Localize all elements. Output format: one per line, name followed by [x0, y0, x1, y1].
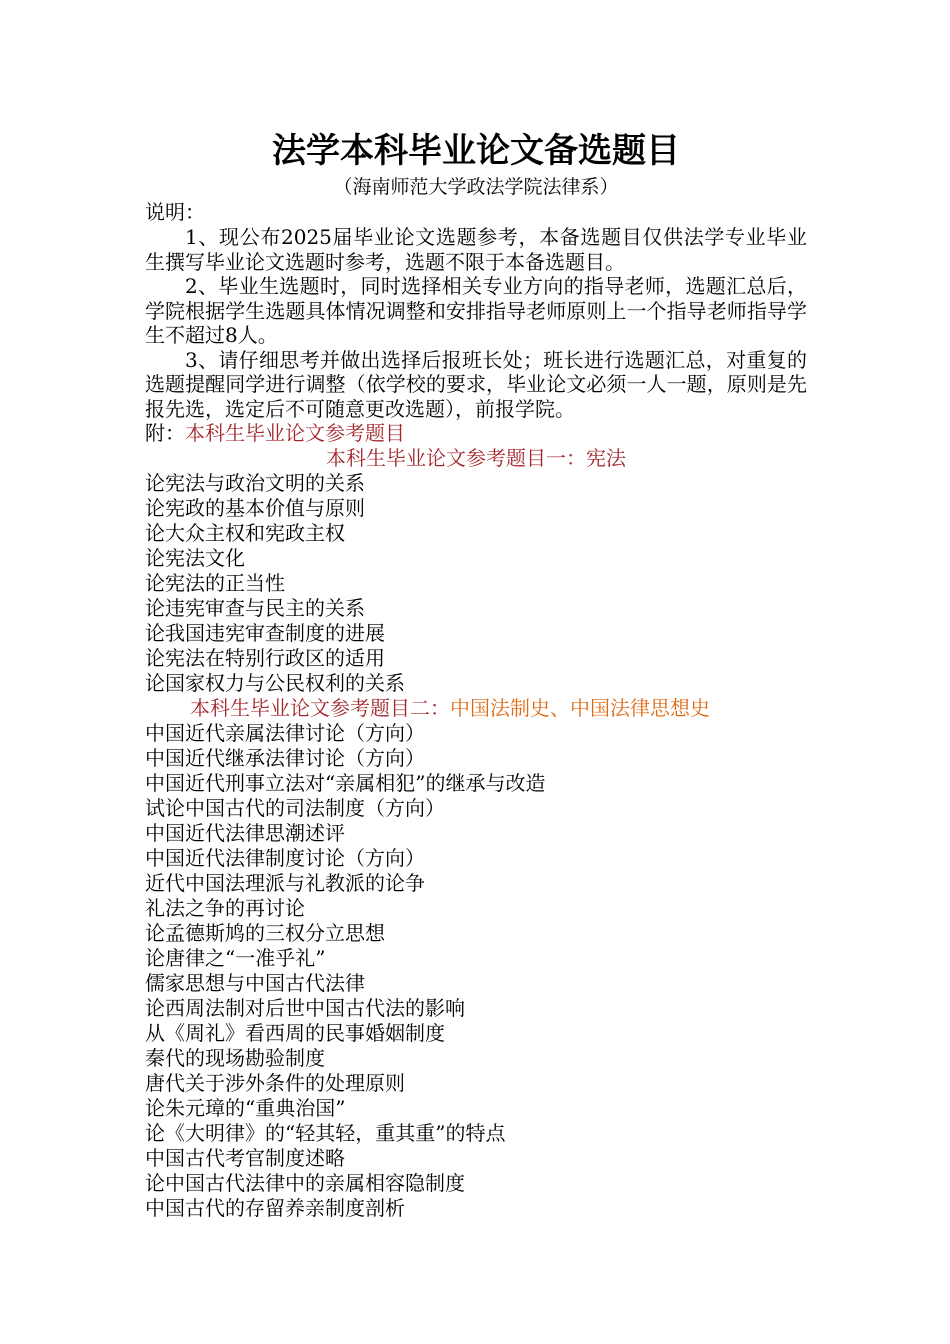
- list-item: 中国近代刑事立法对“亲属相犯”的继承与改造: [145, 771, 546, 795]
- section-2-heading: [145, 696, 807, 721]
- list-item: 礼法之争的再讨论: [145, 896, 305, 920]
- note-paragraph-2: 2、毕业生选题时，同时选择相关专业方向的指导老师，选题汇总后，学院根据学生选题具体情况调整和安排指导老师原则上一个指导老师指导学生不超过8人。: [145, 274, 807, 347]
- list-item: 唐代关于涉外条件的处理原则: [145, 1071, 405, 1095]
- list-item: 中国古代考官制度述略: [145, 1146, 345, 1170]
- section-2-subject: 中国法制史、中国法律思想史: [450, 696, 710, 720]
- attachment-title: 本科生毕业论文参考题目: [185, 421, 405, 445]
- section-2-topic-list: [145, 721, 807, 1221]
- list-item: 儒家思想与中国古代法律: [145, 971, 365, 995]
- note-paragraph-3: 3、请仔细思考并做出选择后报班长处；班长进行选题汇总，对重复的选题提醒同学进行调整（依学校的要求，毕业论文必须一人一题，原则是先报先选，选定后不可随意更改选题），前报学院。: [145, 347, 807, 421]
- list-item: 论西周法制对后世中国古代法的影响: [145, 996, 465, 1020]
- list-item: 中国近代亲属法律讨论（方向）: [145, 721, 425, 745]
- list-item: 论我国违宪审查制度的进展: [145, 621, 385, 645]
- list-item: 论宪法的正当性: [145, 571, 285, 595]
- attachment-prefix: 附：: [145, 421, 185, 445]
- list-item: 秦代的现场勘验制度: [145, 1046, 325, 1070]
- list-item: 论中国古代法律中的亲属相容隐制度: [145, 1171, 465, 1195]
- list-item: 论《大明律》的“轻其轻，重其重”的特点: [145, 1121, 506, 1145]
- attachment-line: [145, 421, 807, 446]
- list-item: 论违宪审查与民主的关系: [145, 596, 365, 620]
- list-item: 论宪法文化: [145, 546, 245, 570]
- list-item: 论朱元璋的“重典治国”: [145, 1096, 346, 1120]
- document-page: [145, 128, 807, 1221]
- document-subtitle: （海南师范大学政法学院法律系）: [333, 176, 619, 198]
- list-item: 论宪法与政治文明的关系: [145, 471, 365, 495]
- list-item: 论唐律之“一准乎礼”: [145, 946, 326, 970]
- list-item: 论大众主权和宪政主权: [145, 521, 345, 545]
- list-item: 中国近代法律思潮述评: [145, 821, 345, 845]
- list-item: 中国近代继承法律讨论（方向）: [145, 746, 425, 770]
- section-1-heading: 本科生毕业论文参考题目一：宪法: [326, 446, 626, 470]
- list-item: 论孟德斯鸠的三权分立思想: [145, 921, 385, 945]
- list-item: 论国家权力与公民权利的关系: [145, 671, 405, 695]
- list-item: 试论中国古代的司法制度（方向）: [145, 796, 445, 820]
- notes-label: 说明：: [145, 200, 205, 224]
- list-item: 从《周礼》看西周的民事婚姻制度: [145, 1021, 445, 1045]
- list-item: 论宪政的基本价值与原则: [145, 496, 365, 520]
- section-2-heading-label: 本科生毕业论文参考题目二：: [190, 696, 450, 720]
- section-1-topic-list: [145, 471, 807, 696]
- list-item: 中国古代的存留养亲制度剖析: [145, 1196, 405, 1220]
- document-title: 法学本科毕业论文备选题目: [272, 131, 680, 171]
- list-item: 中国近代法律制度讨论（方向）: [145, 846, 425, 870]
- list-item: 论宪法在特别行政区的适用: [145, 646, 385, 670]
- list-item: 近代中国法理派与礼教派的论争: [145, 871, 425, 895]
- note-paragraph-1: 1、现公布2025届毕业论文选题参考，本备选题目仅供法学专业毕业生撰写毕业论文选题时参考，选题不限于本备选题目。: [145, 225, 807, 274]
